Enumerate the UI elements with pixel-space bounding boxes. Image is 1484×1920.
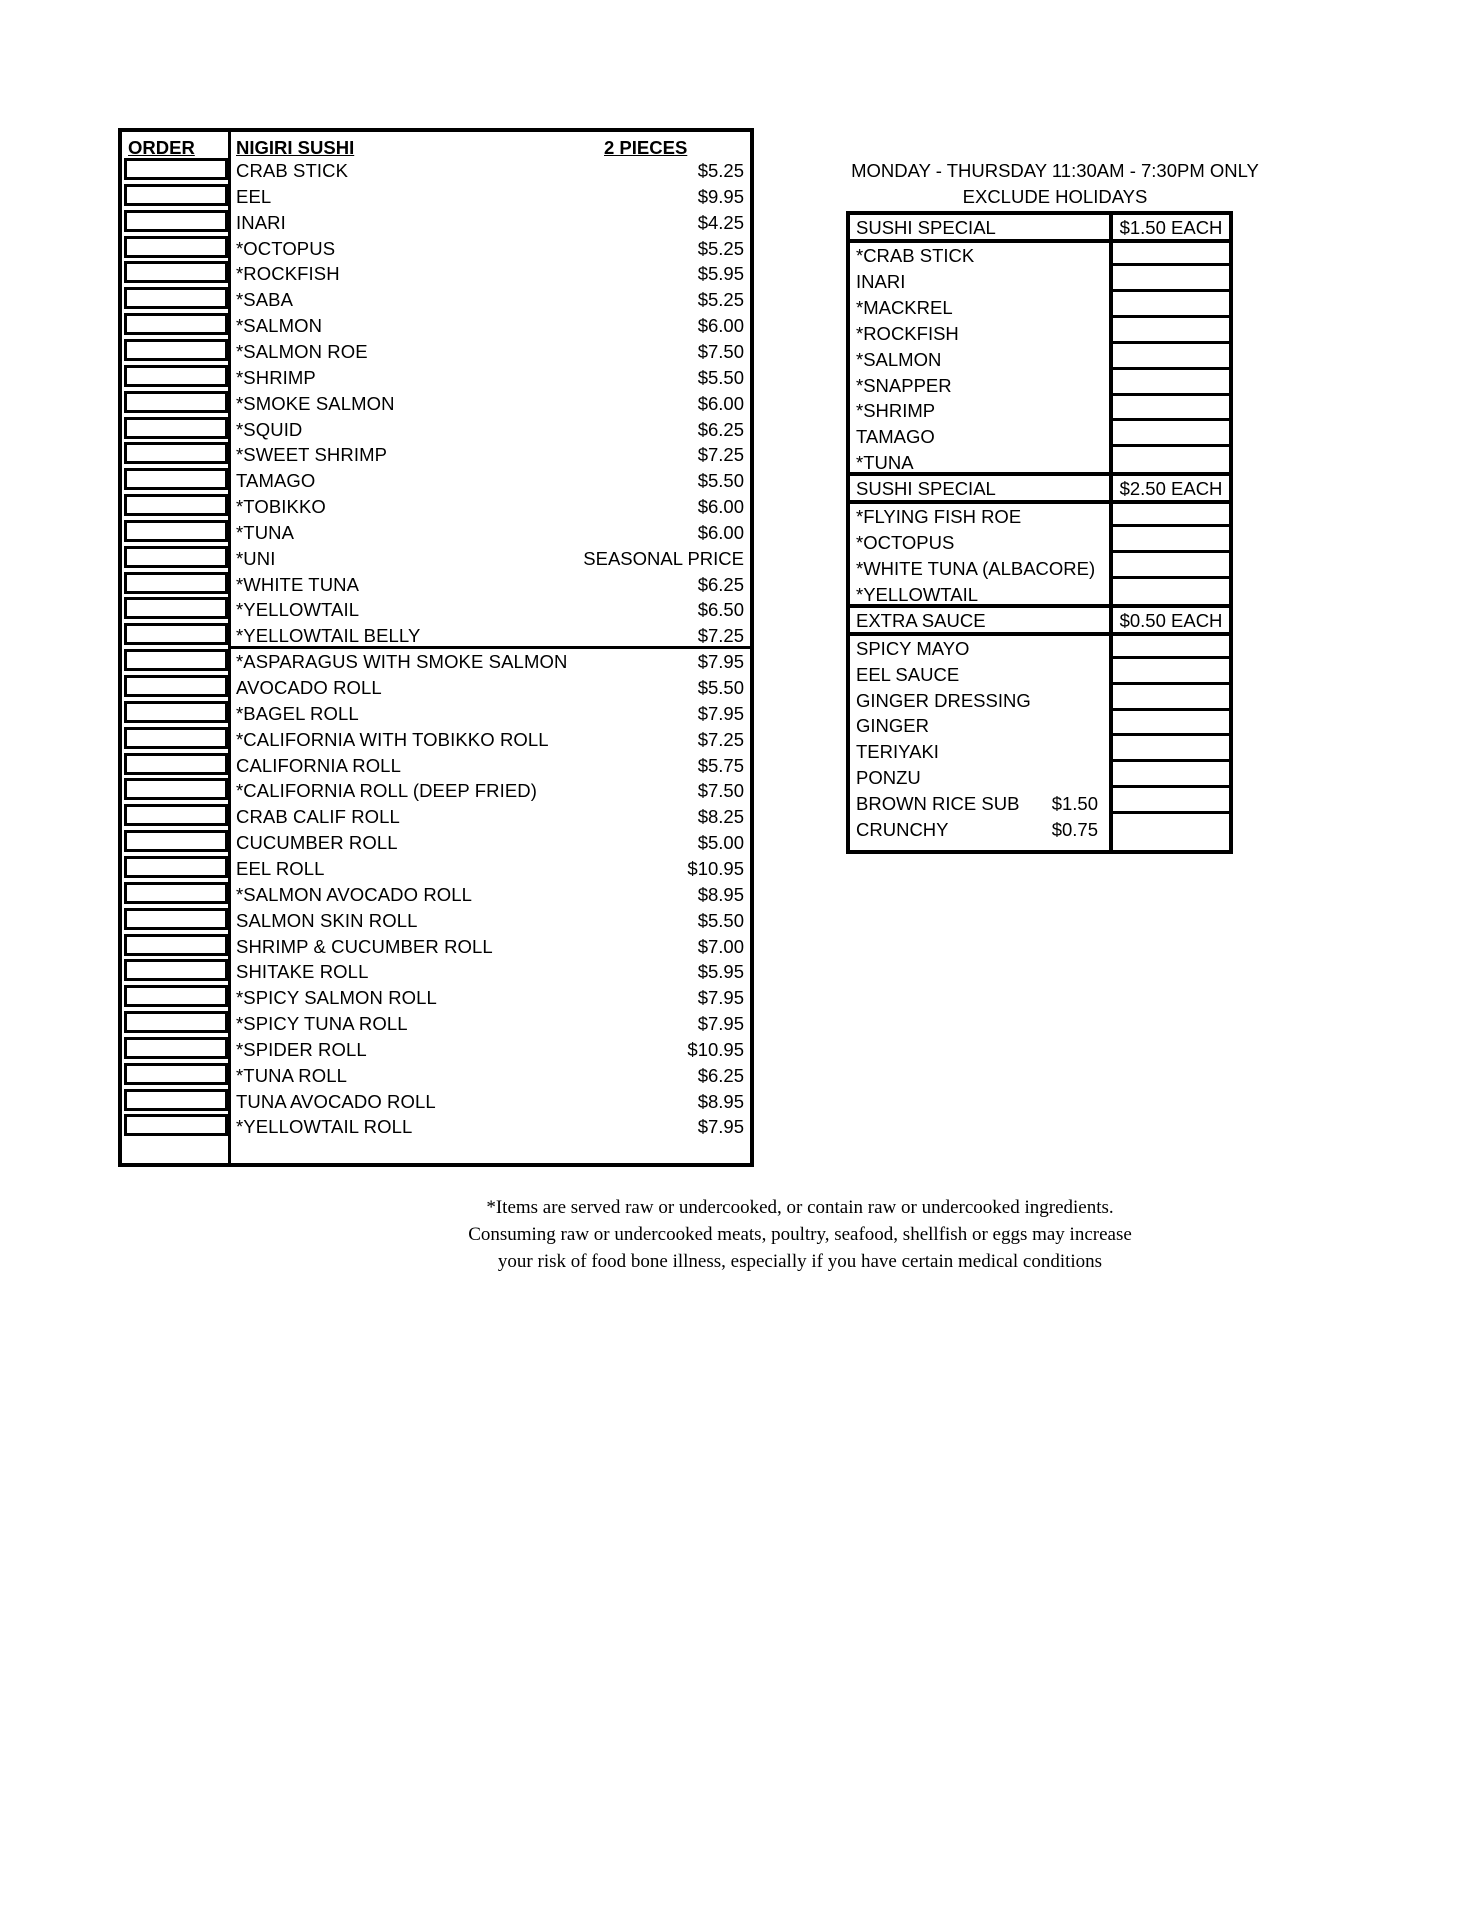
order-quantity-box[interactable]: [124, 494, 228, 516]
order-quantity-box[interactable]: [124, 313, 228, 335]
item-price: $5.25: [697, 160, 744, 181]
item-name: AVOCADO ROLL: [236, 677, 382, 698]
special-item-row: [850, 817, 1229, 843]
item-name: *CALIFORNIA WITH TOBIKKO ROLL: [236, 729, 549, 750]
pieces-header: 2 PIECES: [604, 137, 688, 158]
special-item-row: [850, 713, 1229, 739]
special-order-box[interactable]: [1113, 582, 1229, 605]
item-price: $8.25: [697, 806, 744, 827]
item-price: $7.95: [697, 1013, 744, 1034]
item-price: $5.00: [697, 832, 744, 853]
order-quantity-box[interactable]: [124, 934, 228, 956]
nigiri-sushi-header: NIGIRI SUSHI: [236, 137, 355, 158]
special-item-name: *SALMON: [856, 349, 942, 370]
special-item-row: [850, 269, 1229, 295]
roll-item-row: [122, 985, 750, 1011]
special-section-title: EXTRA SAUCE: [856, 610, 986, 631]
order-quantity-box[interactable]: [124, 1114, 228, 1136]
special-item-row: [850, 765, 1229, 791]
special-section-header: [850, 604, 1229, 636]
roll-item-row: [122, 727, 750, 753]
special-order-box[interactable]: [1113, 295, 1229, 318]
item-price: $5.95: [697, 961, 744, 982]
item-name: SALMON SKIN ROLL: [236, 910, 418, 931]
order-quantity-box[interactable]: [124, 597, 228, 619]
roll-item-row: [122, 804, 750, 830]
order-quantity-box[interactable]: [124, 546, 228, 568]
exclude-holidays-note: EXCLUDE HOLIDAYS: [962, 186, 1148, 207]
order-quantity-box[interactable]: [124, 210, 228, 232]
item-price: $7.95: [697, 1116, 744, 1137]
special-item-name: GINGER DRESSING: [856, 690, 1031, 711]
item-name: SHITAKE ROLL: [236, 961, 369, 982]
item-name: CUCUMBER ROLL: [236, 832, 398, 853]
order-quantity-box[interactable]: [124, 184, 228, 206]
item-name: *YELLOWTAIL BELLY: [236, 625, 421, 646]
special-order-box[interactable]: [1113, 662, 1229, 685]
special-item-name: *YELLOWTAIL: [856, 584, 979, 605]
item-price: $5.50: [697, 677, 744, 698]
item-price: $6.00: [697, 496, 744, 517]
roll-item-row: [122, 882, 750, 908]
item-name: CRAB CALIF ROLL: [236, 806, 400, 827]
item-name: SHRIMP & CUCUMBER ROLL: [236, 936, 493, 957]
item-name: *SALMON AVOCADO ROLL: [236, 884, 473, 905]
special-item-name: *SNAPPER: [856, 375, 952, 396]
special-order-box[interactable]: [1113, 817, 1229, 840]
special-item-row: [850, 373, 1229, 399]
roll-item-row: [122, 649, 750, 675]
special-order-box[interactable]: [1113, 765, 1229, 788]
order-quantity-box[interactable]: [124, 623, 228, 645]
item-name: *TUNA: [236, 522, 295, 543]
order-quantity-box[interactable]: [124, 339, 228, 361]
roll-item-row: [122, 778, 750, 804]
item-price: $7.25: [697, 625, 744, 646]
special-item-name: INARI: [856, 271, 906, 292]
nigiri-item-row: [122, 442, 750, 468]
special-section-price: $2.50 EACH: [1119, 478, 1223, 499]
item-price: $10.95: [687, 1039, 744, 1060]
roll-item-row: [122, 1037, 750, 1063]
special-item-name: *TUNA: [856, 452, 914, 473]
item-price: $7.95: [697, 703, 744, 724]
specials-table: [846, 211, 1233, 854]
special-item-row: [850, 791, 1229, 817]
special-item-name: TERIYAKI: [856, 741, 939, 762]
order-header: ORDER: [128, 137, 195, 158]
item-price: $8.95: [697, 884, 744, 905]
item-name: *YELLOWTAIL: [236, 599, 360, 620]
special-section-header: [850, 472, 1229, 504]
order-quantity-box[interactable]: [124, 908, 228, 930]
special-order-box[interactable]: [1113, 450, 1229, 473]
nigiri-item-row: [122, 391, 750, 417]
nigiri-item-row: [122, 520, 750, 546]
disclaimer-line: Consuming raw or undercooked meats, poultry, seafood, shellfish or eggs may increase: [468, 1224, 1132, 1245]
special-section-header: [850, 215, 1229, 243]
special-section-price: $0.50 EACH: [1119, 610, 1223, 631]
nigiri-item-row: [122, 468, 750, 494]
order-quantity-box[interactable]: [124, 468, 228, 490]
item-name: *ASPARAGUS WITH SMOKE SALMON: [236, 651, 568, 672]
item-price: $6.25: [697, 574, 744, 595]
special-order-box[interactable]: [1113, 243, 1229, 266]
special-order-box[interactable]: [1113, 373, 1229, 396]
item-price: $5.95: [697, 263, 744, 284]
order-quantity-box[interactable]: [124, 365, 228, 387]
nigiri-item-row: [122, 339, 750, 365]
item-name: *TOBIKKO: [236, 496, 326, 517]
special-item-row: [850, 243, 1229, 269]
special-order-box[interactable]: [1113, 791, 1229, 814]
order-quantity-box[interactable]: [124, 287, 228, 309]
special-item-name: GINGER: [856, 715, 929, 736]
item-name: *WHITE TUNA: [236, 574, 360, 595]
disclaimer-line: *Items are served raw or undercooked, or contain raw or undercooked ingredients.: [486, 1197, 1114, 1218]
order-quantity-box[interactable]: [124, 1089, 228, 1111]
nigiri-item-row: [122, 417, 750, 443]
special-item-name: *SHRIMP: [856, 400, 936, 421]
special-order-box[interactable]: [1113, 739, 1229, 762]
order-quantity-box[interactable]: [124, 158, 228, 180]
special-order-box[interactable]: [1113, 269, 1229, 292]
special-order-box[interactable]: [1113, 398, 1229, 421]
nigiri-item-row: [122, 597, 750, 623]
special-item-row: [850, 530, 1229, 556]
special-item-name: *OCTOPUS: [856, 532, 955, 553]
order-quantity-box[interactable]: [124, 856, 228, 878]
item-name: *SALMON: [236, 315, 323, 336]
item-price: $7.95: [697, 987, 744, 1008]
item-name: *OCTOPUS: [236, 238, 336, 259]
order-quantity-box[interactable]: [124, 753, 228, 775]
item-price: $5.50: [697, 910, 744, 931]
special-item-row: [850, 347, 1229, 373]
item-price: $5.50: [697, 367, 744, 388]
order-quantity-box[interactable]: [124, 804, 228, 826]
order-quantity-box[interactable]: [124, 701, 228, 723]
raw-food-disclaimer: [360, 1194, 1240, 1275]
order-quantity-box[interactable]: [124, 959, 228, 981]
order-quantity-box[interactable]: [124, 675, 228, 697]
order-quantity-box[interactable]: [124, 778, 228, 800]
order-quantity-box[interactable]: [124, 520, 228, 542]
special-item-row: [850, 295, 1229, 321]
roll-item-row: [122, 934, 750, 960]
item-price: $5.25: [697, 238, 744, 259]
special-item-name: *ROCKFISH: [856, 323, 959, 344]
item-name: INARI: [236, 212, 286, 233]
nigiri-item-row: [122, 572, 750, 598]
order-quantity-box[interactable]: [124, 649, 228, 671]
item-price: $10.95: [687, 858, 744, 879]
order-quantity-box[interactable]: [124, 236, 228, 258]
special-item-name: CRUNCHY: [856, 819, 949, 840]
special-section-title: SUSHI SPECIAL: [856, 478, 996, 499]
item-name: *UNI: [236, 548, 276, 569]
item-name: *SPICY TUNA ROLL: [236, 1013, 408, 1034]
special-item-name: SPICY MAYO: [856, 638, 970, 659]
special-section-title: SUSHI SPECIAL: [856, 217, 996, 238]
special-item-name: *CRAB STICK: [856, 245, 975, 266]
nigiri-item-row: [122, 313, 750, 339]
roll-item-row: [122, 753, 750, 779]
order-quantity-box[interactable]: [124, 1063, 228, 1085]
disclaimer-line: your risk of food bone illness, especially if you have certain medical conditions: [497, 1251, 1103, 1272]
item-name: EEL: [236, 186, 272, 207]
order-quantity-box[interactable]: [124, 882, 228, 904]
item-price: $7.95: [697, 651, 744, 672]
order-quantity-box[interactable]: [124, 261, 228, 283]
special-hours-note: MONDAY - THURSDAY 11:30AM - 7:30PM ONLY: [851, 160, 1259, 181]
item-name: CALIFORNIA ROLL: [236, 755, 401, 776]
special-item-row: [850, 556, 1229, 582]
nigiri-item-row: [122, 494, 750, 520]
special-item-name: *FLYING FISH ROE: [856, 506, 1022, 527]
special-order-box[interactable]: [1113, 321, 1229, 344]
item-name: *SALMON ROE: [236, 341, 368, 362]
item-name: *ROCKFISH: [236, 263, 340, 284]
roll-item-row: [122, 1011, 750, 1037]
order-quantity-box[interactable]: [124, 985, 228, 1007]
special-order-box[interactable]: [1113, 713, 1229, 736]
special-item-row: [850, 688, 1229, 714]
item-name: *SQUID: [236, 419, 303, 440]
item-name: TAMAGO: [236, 470, 316, 491]
item-name: *SMOKE SALMON: [236, 393, 395, 414]
roll-item-row: [122, 675, 750, 701]
special-section-price: $1.50 EACH: [1119, 217, 1223, 238]
special-item-row: [850, 662, 1229, 688]
item-name: *SHRIMP: [236, 367, 316, 388]
special-item-name: BROWN RICE SUB: [856, 793, 1020, 814]
order-quantity-box[interactable]: [124, 830, 228, 852]
item-name: *SPIDER ROLL: [236, 1039, 367, 1060]
order-quantity-box[interactable]: [124, 442, 228, 464]
item-name: *BAGEL ROLL: [236, 703, 359, 724]
special-order-box[interactable]: [1113, 688, 1229, 711]
nigiri-item-row: [122, 184, 750, 210]
order-quantity-box[interactable]: [124, 391, 228, 413]
item-price: $6.00: [697, 315, 744, 336]
special-order-box[interactable]: [1113, 556, 1229, 579]
roll-item-row: [122, 1063, 750, 1089]
item-name: *CALIFORNIA ROLL (DEEP FRIED): [236, 780, 538, 801]
order-quantity-box[interactable]: [124, 417, 228, 439]
special-item-price: $0.75: [1051, 819, 1098, 840]
item-price: $7.25: [697, 729, 744, 750]
order-table: [118, 128, 754, 1167]
special-order-box[interactable]: [1113, 530, 1229, 553]
special-item-row: [850, 636, 1229, 662]
item-price: $4.25: [697, 212, 744, 233]
item-price: $7.25: [697, 444, 744, 465]
special-item-row: [850, 321, 1229, 347]
item-name: *SWEET SHRIMP: [236, 444, 388, 465]
item-price: $9.95: [697, 186, 744, 207]
roll-item-row: [122, 1089, 750, 1115]
item-price: $6.50: [697, 599, 744, 620]
nigiri-item-row: [122, 546, 750, 572]
special-item-row: [850, 398, 1229, 424]
special-item-name: PONZU: [856, 767, 921, 788]
item-name: EEL ROLL: [236, 858, 325, 879]
roll-item-row: [122, 856, 750, 882]
item-name: TUNA AVOCADO ROLL: [236, 1091, 436, 1112]
nigiri-item-row: [122, 158, 750, 184]
special-order-box[interactable]: [1113, 636, 1229, 659]
item-price: $7.50: [697, 341, 744, 362]
nigiri-item-row: [122, 210, 750, 236]
roll-item-row: [122, 701, 750, 727]
special-item-row: [850, 504, 1229, 530]
item-price: $6.00: [697, 522, 744, 543]
item-name: *SABA: [236, 289, 294, 310]
special-item-name: EEL SAUCE: [856, 664, 960, 685]
item-price: $5.25: [697, 289, 744, 310]
special-item-row: [850, 739, 1229, 765]
item-price: SEASONAL PRICE: [583, 548, 744, 569]
special-item-price: $1.50: [1051, 793, 1098, 814]
order-quantity-box[interactable]: [124, 1011, 228, 1033]
nigiri-item-row: [122, 236, 750, 262]
order-quantity-box[interactable]: [124, 727, 228, 749]
nigiri-item-row: [122, 287, 750, 313]
roll-item-row: [122, 908, 750, 934]
special-item-row: [850, 424, 1229, 450]
nigiri-item-row: [122, 261, 750, 287]
special-order-box[interactable]: [1113, 347, 1229, 370]
item-name: *YELLOWTAIL ROLL: [236, 1116, 413, 1137]
roll-item-row: [122, 1114, 750, 1140]
roll-item-row: [122, 830, 750, 856]
special-item-name: *WHITE TUNA (ALBACORE): [856, 558, 1096, 579]
item-price: $8.95: [697, 1091, 744, 1112]
item-price: $6.25: [697, 419, 744, 440]
item-price: $7.50: [697, 780, 744, 801]
item-price: $5.50: [697, 470, 744, 491]
item-price: $6.25: [697, 1065, 744, 1086]
item-price: $5.75: [697, 755, 744, 776]
special-order-box[interactable]: [1113, 504, 1229, 527]
special-order-box[interactable]: [1113, 424, 1229, 447]
item-name: *TUNA ROLL: [236, 1065, 348, 1086]
special-item-name: TAMAGO: [856, 426, 935, 447]
item-name: *SPICY SALMON ROLL: [236, 987, 437, 1008]
item-name: CRAB STICK: [236, 160, 349, 181]
item-price: $6.00: [697, 393, 744, 414]
nigiri-item-row: [122, 365, 750, 391]
special-item-name: *MACKREL: [856, 297, 953, 318]
item-price: $7.00: [697, 936, 744, 957]
roll-item-row: [122, 959, 750, 985]
order-quantity-box[interactable]: [124, 572, 228, 594]
order-quantity-box[interactable]: [124, 1037, 228, 1059]
